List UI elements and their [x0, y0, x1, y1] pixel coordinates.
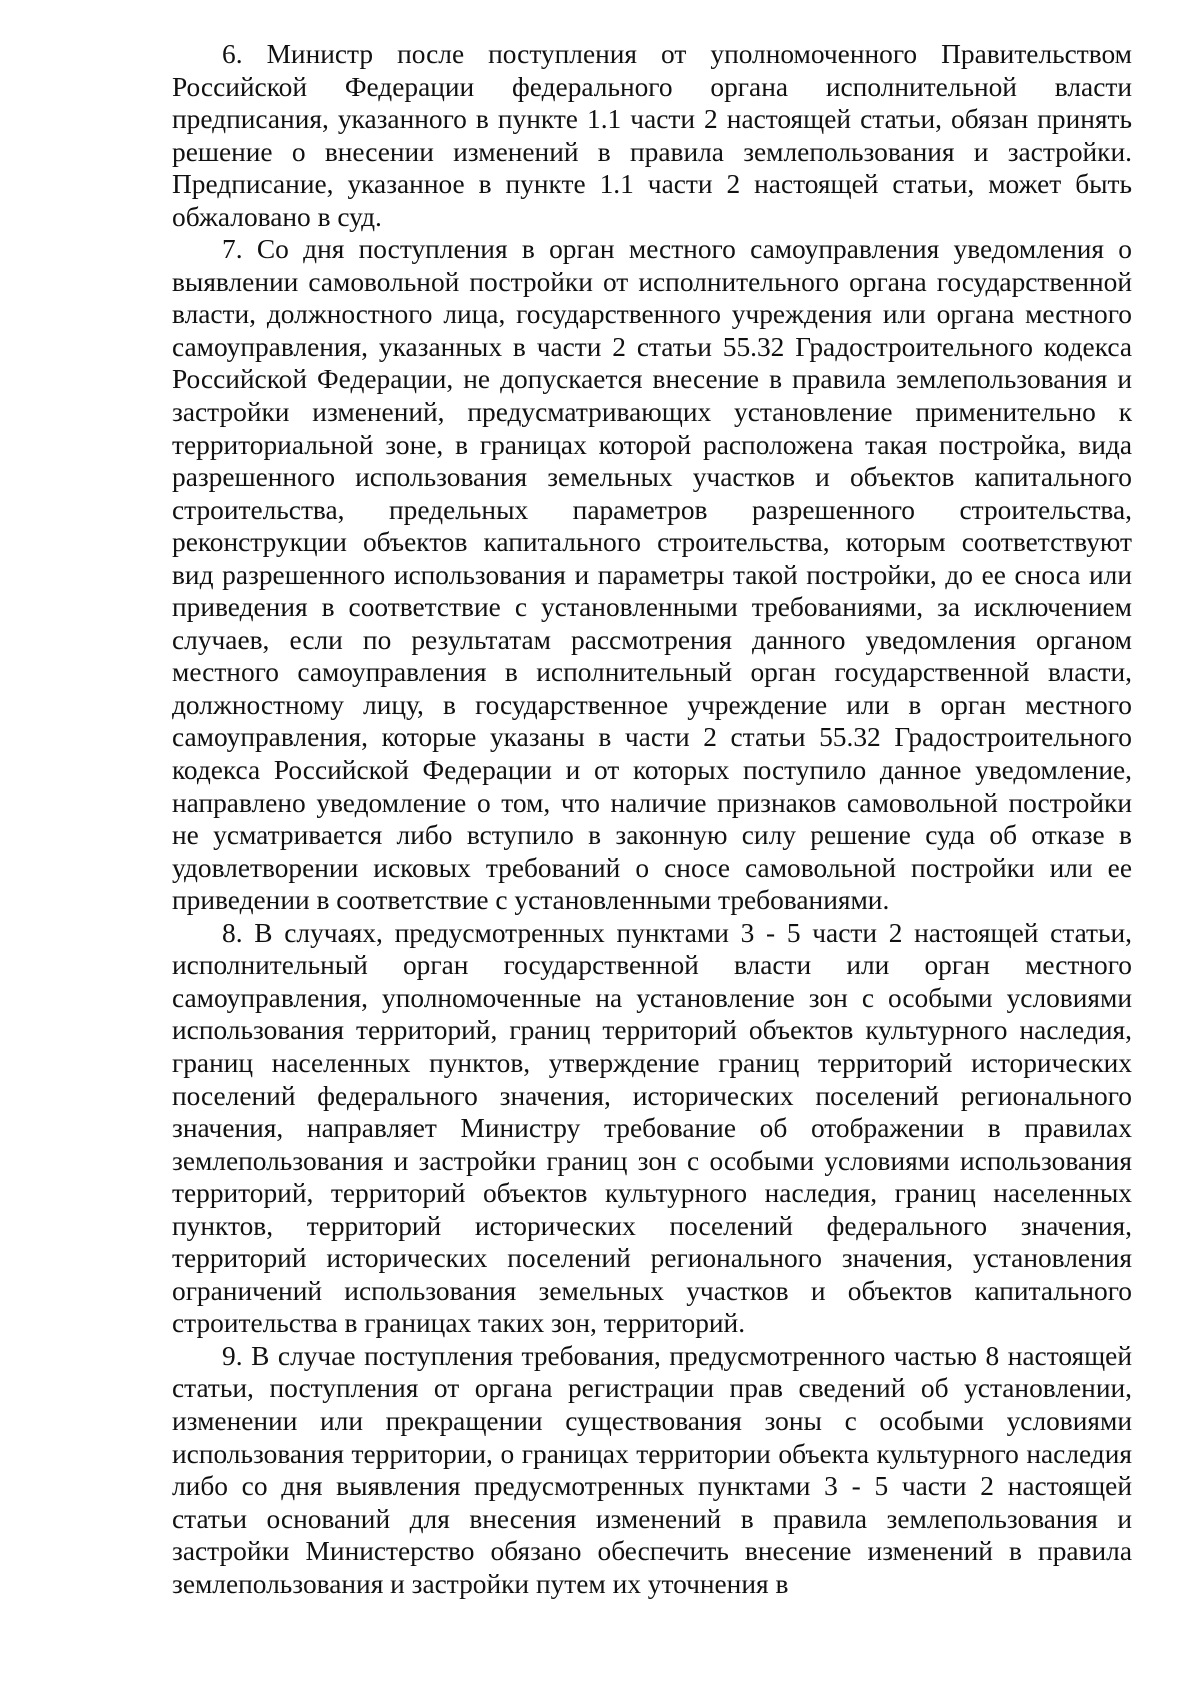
- paragraph-7: 7. Со дня поступления в орган местного самоуправления уведомления о выявлении самовольной постройки от исполнительного органа государственной власти, должностного лица, государственного учреждения или органа местного самоуправления, указанных в части 2 статьи 55.32 Градостроительного кодекса Российской Федерации, не допускается внесение в правила землепользования и застройки изменений, предусматривающих установление применительно к территориальной зоне, в границах которой расположена такая постройка, вида разрешенного использования земельных участков и объектов капитального строительства, предельных параметров разрешенного строительства, реконструкции объектов капитального строительства, которым соответствуют вид разрешенного использования и параметры такой постройки, до ее сноса или приведения в соответствие с установленными требованиями, за исключением случаев, если по результатам рассмотрения данного уведомления органом местного самоуправления в исполнительный орган государственной власти, должностному лицу, в государственное учреждение или в орган местного самоуправления, которые указаны в части 2 статьи 55.32 Градостроительного кодекса Российской Федерации и от которых поступило данное уведомление, направлено уведомление о том, что наличие признаков самовольной постройки не усматривается либо вступило в законную силу решение суда об отказе в удовлетворении исковых требований о сносе самовольной постройки или ее приведении в соответствие с установленными требованиями.: [172, 234, 1132, 916]
- paragraph-6: 6. Министр после поступления от уполномоченного Правительством Российской Федерации федерального органа исполнительной власти предписания, указанного в пункте 1.1 части 2 настоящей статьи, обязан принять решение о внесении изменений в правила землепользования и застройки. Предписание, указанное в пункте 1.1 части 2 настоящей статьи, может быть обжаловано в суд.: [172, 39, 1132, 232]
- document-page: [172, 38, 1132, 1600]
- paragraph-9: 9. В случае поступления требования, предусмотренного частью 8 настоящей статьи, поступления от органа регистрации прав сведений об установлении, изменении или прекращении существования зоны с особыми условиями использования территории, о границах территории объекта культурного наследия либо со дня выявления предусмотренных пунктами 3 - 5 части 2 настоящей статьи оснований для внесения изменений в правила землепользования и застройки Министерство обязано обеспечить внесение изменений в правила землепользования и застройки путем их уточнения в: [172, 1340, 1132, 1599]
- paragraph-8: 8. В случаях, предусмотренных пунктами 3 - 5 части 2 настоящей статьи, исполнительный орган государственной власти или орган местного самоуправления, уполномоченные на установление зон с особыми условиями использования территорий, границ территорий объектов культурного наследия, границ населенных пунктов, утверждение границ территорий исторических поселений федерального значения, исторических поселений регионального значения, направляет Министру требование об отображении в правилах землепользования и застройки границ зон с особыми условиями использования территорий, территорий объектов культурного наследия, границ населенных пунктов, территорий исторических поселений федерального значения, территорий исторических поселений регионального значения, установления ограничений использования земельных участков и объектов капитального строительства в границах таких зон, территорий.: [172, 917, 1132, 1339]
